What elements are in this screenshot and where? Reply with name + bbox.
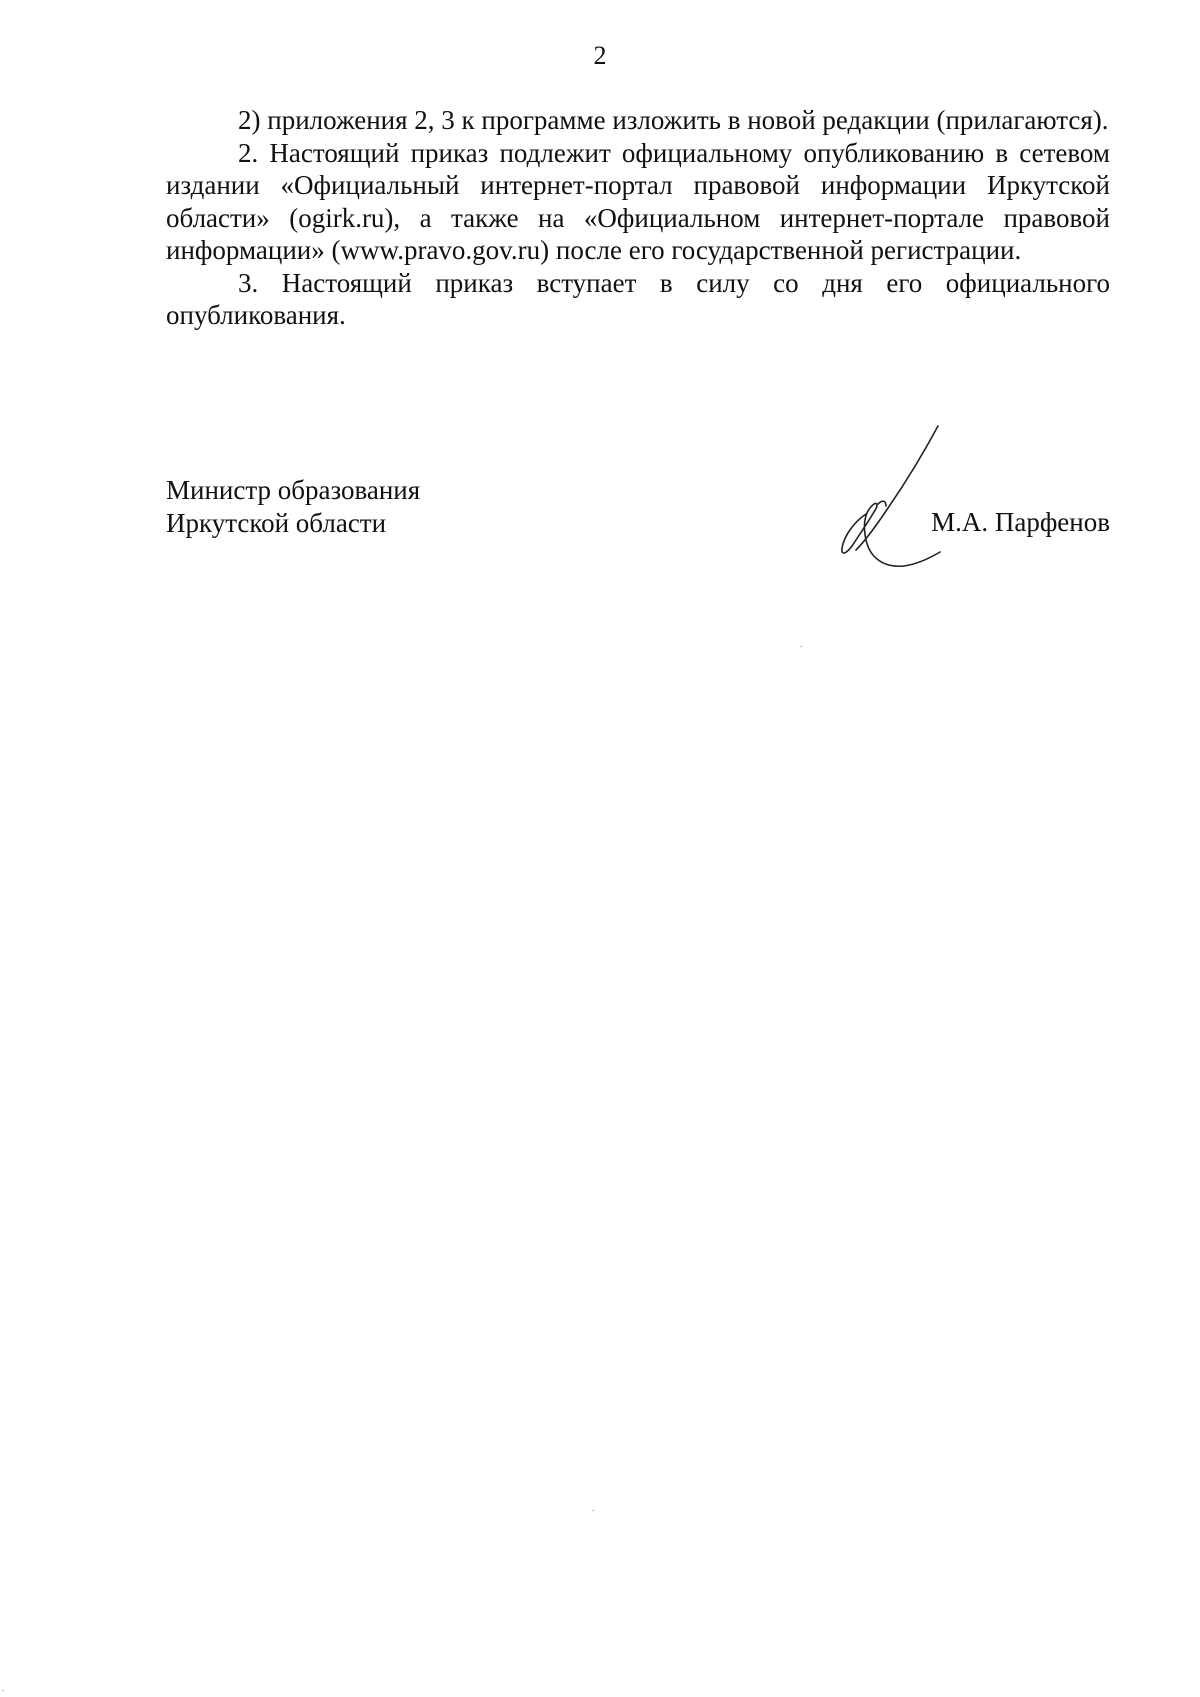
scan-speck (800, 646, 802, 647)
document-body (166, 104, 1110, 332)
scan-speck (2, 1690, 4, 1691)
signatory-position-line1: Министр образования (166, 475, 421, 505)
paragraph-publication: 2. Настоящий приказ подлежит официальному опубликованию в сетевом издании «Официальный интернет-портал правовой информации Иркутской области» (ogirk.ru), а также на «Официальном интернет-портале правовой информации» (www.pravo.gov.ru) после его государственной регистрации. (166, 137, 1110, 265)
scan-speck (592, 1510, 594, 1511)
paragraph-effective-date: 3. Настоящий приказ вступает в силу со дня его официального опубликования. (166, 267, 1110, 330)
handwritten-signature (826, 422, 966, 582)
signatory-position (166, 474, 420, 539)
signatory-position-line2: Иркутской области (166, 507, 387, 538)
signature-block (166, 474, 1110, 594)
paragraph-appendices: 2) приложения 2, 3 к программе изложить в новой редакции (прилагаются). (238, 105, 1109, 135)
page-number: 2 (593, 41, 607, 70)
signatory-name: М.А. Парфенов (931, 507, 1110, 537)
